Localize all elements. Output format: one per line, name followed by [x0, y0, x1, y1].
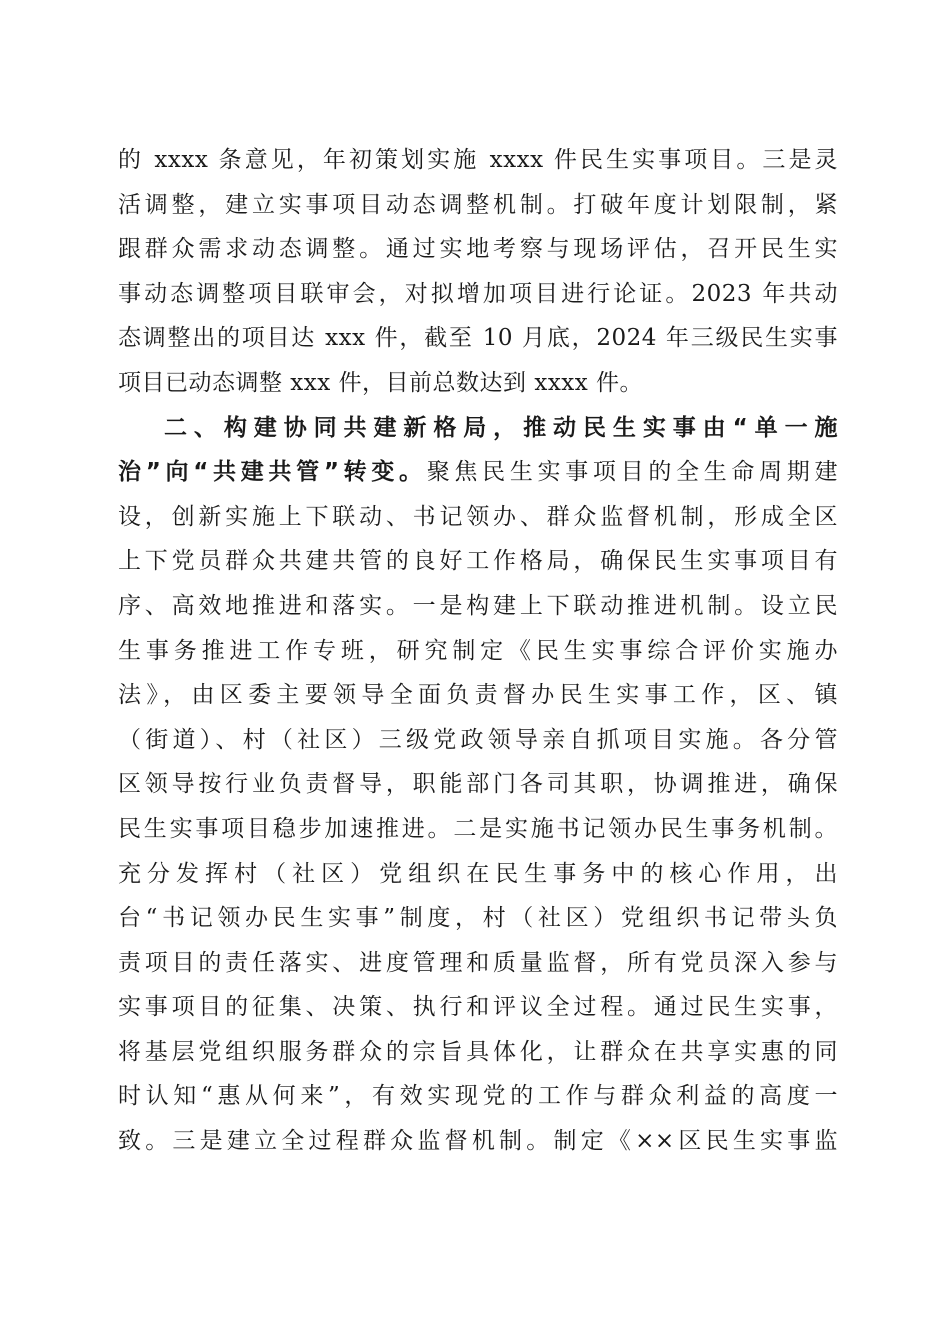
text-line: 设，创新实施上下联动、书记领办、群众监督机制，形成全区: [118, 503, 838, 530]
text-line: 跟群众需求动态调整。通过实地考察与现场评估，召开民生实: [118, 236, 838, 263]
text-line: 实事项目的征集、决策、执行和评议全过程。通过民生实事，: [118, 994, 838, 1021]
text-line: 台“书记领办民生实事”制度，村（社区）党组织书记带头负: [118, 905, 838, 932]
text-line: 民生实事项目稳步加速推进。二是实施书记领办民生事务机制。: [118, 815, 838, 842]
text-line: 生事务推进工作专班，研究制定《民生实事综合评价实施办: [118, 637, 838, 664]
text-line: 活调整，建立实事项目动态调整机制。打破年度计划限制，紧: [118, 191, 838, 218]
section-heading-end: 治”向“共建共管”转变。: [118, 459, 427, 486]
text-line: 序、高效地推进和落实。一是构建上下联动推进机制。设立民: [118, 592, 838, 619]
text-line: 事动态调整项目联审会，对拟增加项目进行论证。2023 年共动: [118, 280, 838, 307]
section-heading: 二、构建协同共建新格局，推动民生实事由“单一施: [164, 414, 838, 441]
text-run: 聚焦民生实事项目的全生命周期建: [426, 459, 839, 486]
text-line: 态调整出的项目达 xxx 件，截至 10 月底，2024 年三级民生实事: [118, 325, 838, 352]
text-line: 上下党员群众共建共管的良好工作格局，确保民生实事项目有: [118, 548, 838, 575]
paragraph-1: [118, 138, 838, 406]
text-line: 时认知“惠从何来”，有效实现党的工作与群众利益的高度一: [118, 1083, 838, 1110]
text-line: 充分发挥村（社区）党组织在民生事务中的核心作用，出: [118, 860, 838, 887]
text-line: 项目已动态调整 xxx 件，目前总数达到 xxxx 件。: [118, 369, 644, 396]
paragraph-2: [118, 406, 838, 1164]
text-line: 致。三是建立全过程群众监督机制。制定《××区民生实事监: [118, 1128, 838, 1155]
document-body: [118, 138, 838, 1164]
text-line: [118, 450, 838, 495]
text-line: 将基层党组织服务群众的宗旨具体化，让群众在共享实惠的同: [118, 1038, 838, 1065]
text-line: 责项目的责任落实、进度管理和质量监督，所有党员深入参与: [118, 949, 838, 976]
text-line: （街道）、村（社区）三级党政领导亲自抓项目实施。各分管: [118, 726, 838, 753]
text-line: 的 xxxx 条意见，年初策划实施 xxxx 件民生实事项目。三是灵: [118, 147, 838, 173]
text-line: 区领导按行业负责督导，职能部门各司其职，协调推进，确保: [118, 771, 838, 798]
text-line: 法》，由区委主要领导全面负责督办民生实事工作，区、镇: [118, 682, 838, 709]
